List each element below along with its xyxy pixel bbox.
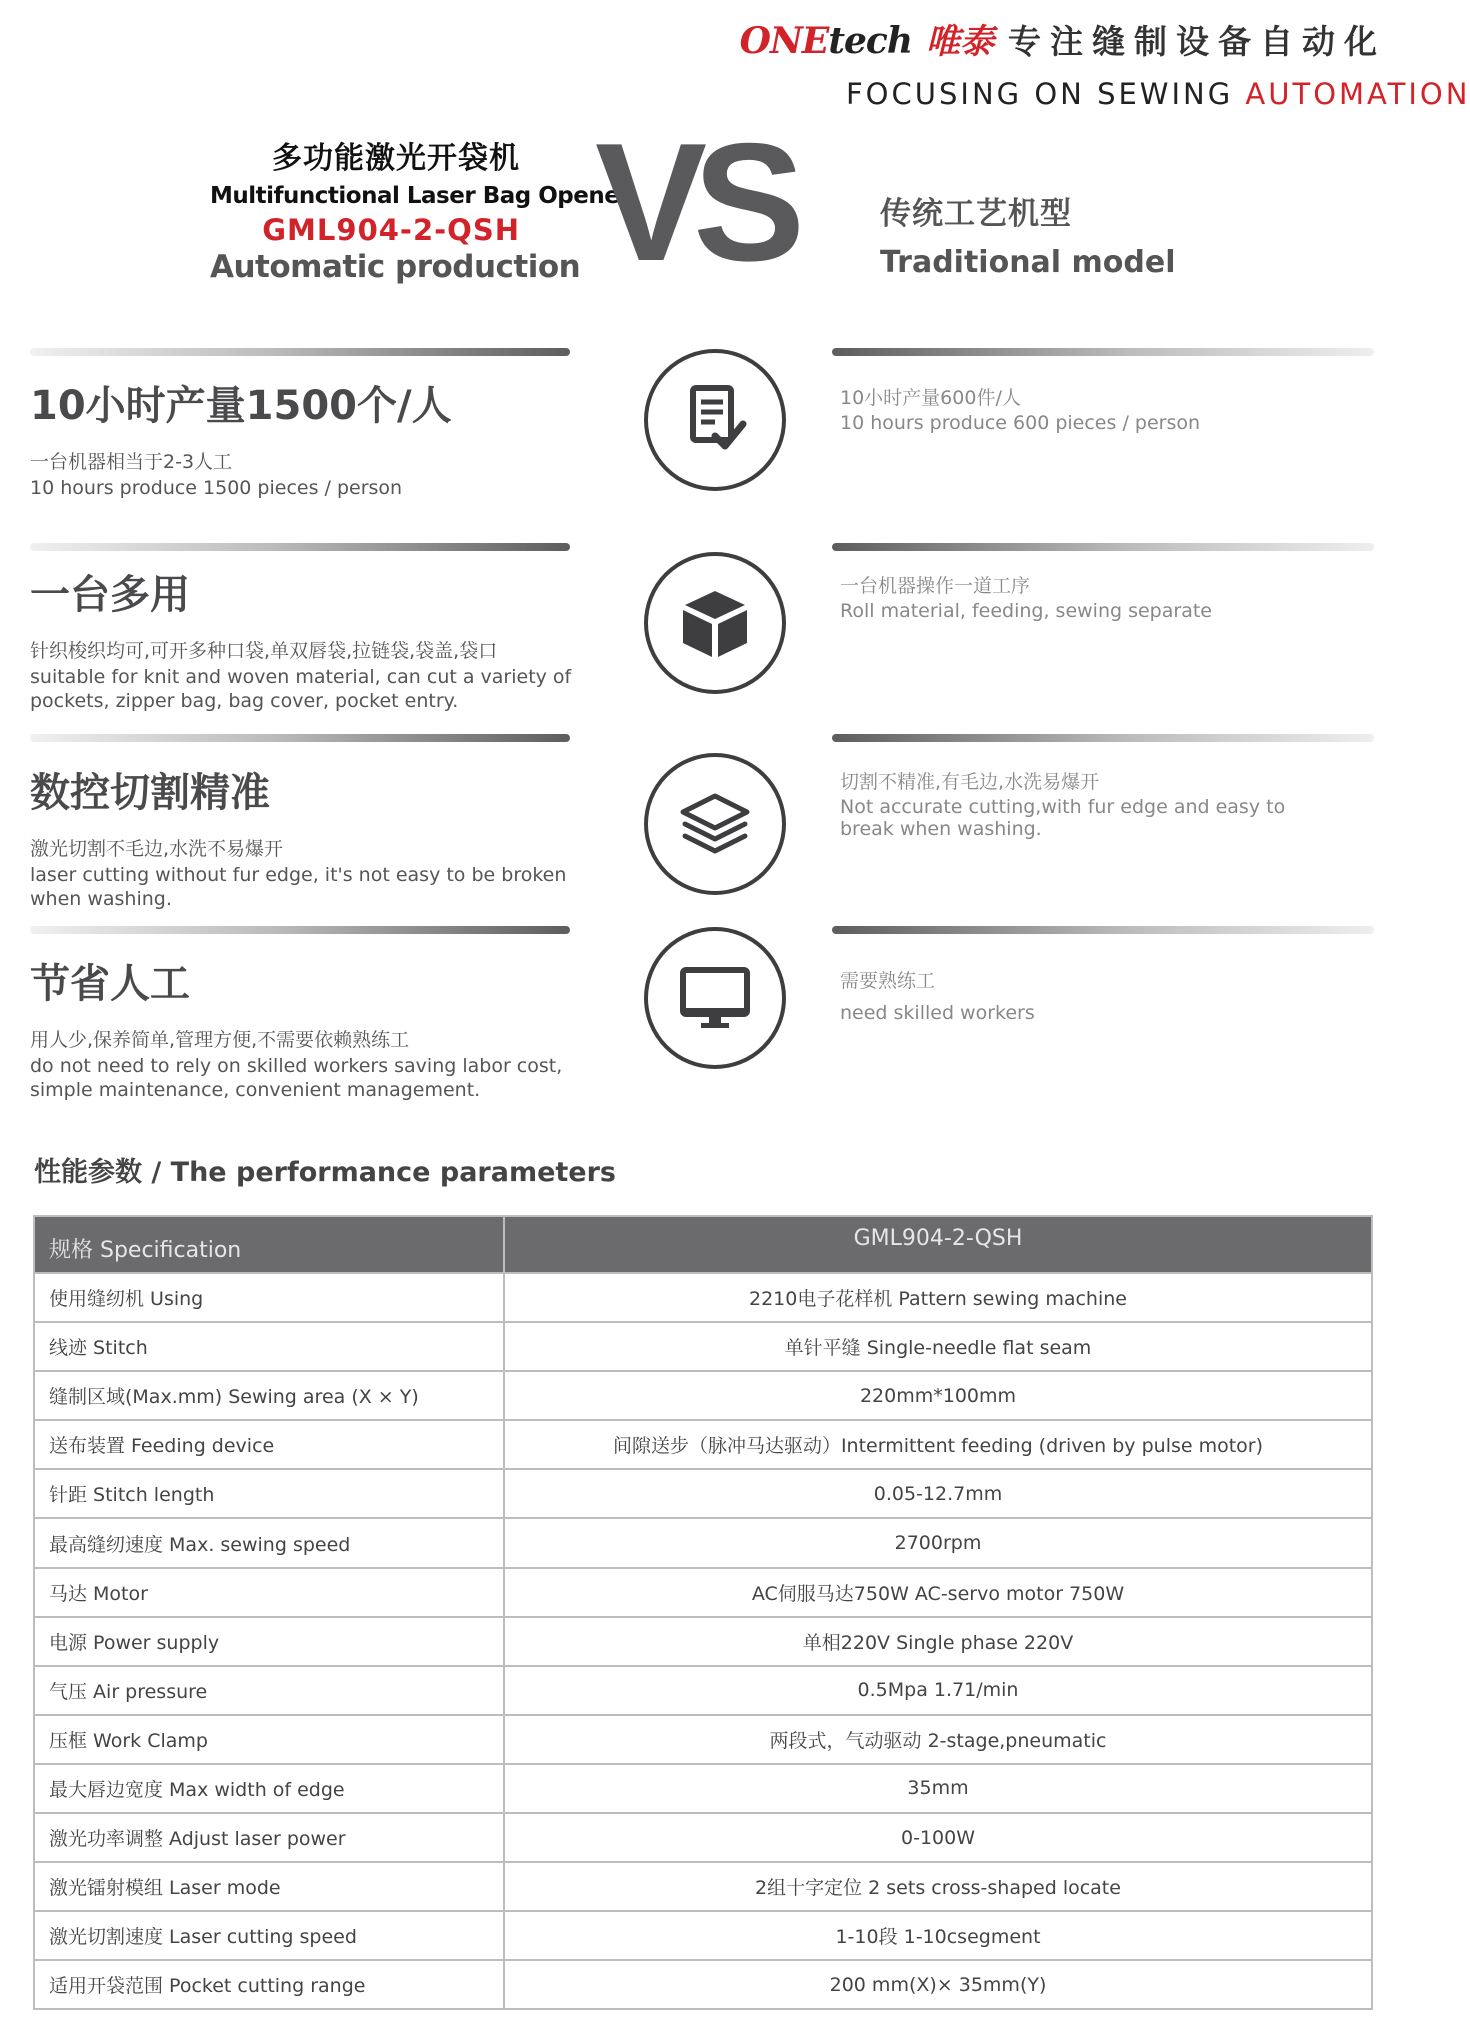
feature-desc-cn: 用人少,保养简单,管理方便,不需要依赖熟练工: [30, 1029, 410, 1051]
feature-output: [30, 374, 590, 500]
cube-icon: [644, 552, 786, 694]
brand-slogan-cn: 专注缝制设备自动化: [1008, 22, 1386, 61]
traditional-desc-en: 10 hours produce 600 pieces / person: [840, 412, 1201, 434]
brand-logo-tech: tech: [828, 20, 912, 62]
feature-title: 10小时产量1500个/人: [30, 383, 452, 429]
traditional-desc-en: Not accurate cutting,with fur edge and easy to break when washing.: [840, 796, 1286, 840]
spec-label: 最大唇边宽度 Max width of edge: [34, 1764, 504, 1813]
feature-desc-en: 10 hours produce 1500 pieces / person: [30, 477, 403, 499]
divider-right: [832, 543, 1374, 551]
product-mode: Automatic production: [210, 249, 581, 285]
spec-label: 适用开袋范围 Pocket cutting range: [34, 1960, 504, 2009]
product-title-block: [210, 133, 631, 285]
spec-label: 激光功率调整 Adjust laser power: [34, 1813, 504, 1862]
table-row: [34, 1322, 1372, 1371]
feature-title: 节省人工: [30, 961, 190, 1007]
spec-value: 2700rpm: [504, 1518, 1372, 1567]
table-row: [34, 1371, 1372, 1420]
traditional-desc-cn: 切割不精准,有毛边,水洗易爆开: [840, 771, 1100, 793]
spec-label: 使用缝纫机 Using: [34, 1273, 504, 1322]
spec-value: 间隙送步（脉冲马达驱动）Intermittent feeding (driven by pulse motor): [504, 1420, 1372, 1469]
divider-left: [30, 543, 570, 551]
spec-label: 马达 Motor: [34, 1568, 504, 1617]
feature-title: 数控切割精准: [30, 770, 270, 816]
feature-title: 一台多用: [30, 572, 190, 618]
feature-desc-cn: 一台机器相当于2-3人工: [30, 451, 233, 473]
feature-desc-cn: 激光切割不毛边,水洗不易爆开: [30, 838, 284, 860]
divider-left: [30, 734, 570, 742]
traditional-desc-cn: 需要熟练工: [840, 970, 936, 992]
feature-desc-en: suitable for knit and woven material, can cut a variety of pockets, zipper bag, bag cover, pocket entry.: [30, 666, 572, 712]
spec-label: 气压 Air pressure: [34, 1666, 504, 1715]
traditional-output: [840, 383, 1320, 434]
spec-value: 2组十字定位 2 sets cross-shaped locate: [504, 1862, 1372, 1911]
feature-desc-cn: 针织梭织均可,可开多种口袋,单双唇袋,拉链袋,袋盖,袋口: [30, 640, 498, 662]
brand-logo: [740, 20, 912, 62]
spec-label: 激光切割速度 Laser cutting speed: [34, 1911, 504, 1960]
spec-label: 激光镭射模组 Laser mode: [34, 1862, 504, 1911]
table-row: [34, 1666, 1372, 1715]
brand-line: [739, 14, 1386, 63]
table-row: [34, 1568, 1372, 1617]
divider-right: [832, 348, 1374, 356]
spec-value: 单相220V Single phase 220V: [504, 1617, 1372, 1666]
spec-value: 两段式，气动驱动 2-stage,pneumatic: [504, 1715, 1372, 1764]
traditional-title-block: [880, 188, 1280, 280]
spec-value: 单针平缝 Single-needle flat seam: [504, 1322, 1372, 1371]
table-row: [34, 1960, 1372, 2009]
document-check-icon: [644, 349, 786, 491]
feature-precision: [30, 761, 590, 911]
traditional-multiuse: [840, 571, 1320, 622]
table-row: [34, 1813, 1372, 1862]
spec-value: 0-100W: [504, 1813, 1372, 1862]
table-row: [34, 1273, 1372, 1322]
spec-label: 针距 Stitch length: [34, 1469, 504, 1518]
table-row: [34, 1518, 1372, 1567]
traditional-desc-en: Roll material, feeding, sewing separate: [840, 600, 1212, 622]
brand-logo-one: ONE: [739, 20, 829, 62]
traditional-desc-cn: 10小时产量600件/人: [840, 387, 1021, 409]
spec-value: 220mm*100mm: [504, 1371, 1372, 1420]
spec-col-label: 规格 Specification: [34, 1216, 504, 1273]
brand-name-cn: 唯泰: [926, 22, 994, 62]
brand-slogan-en-a: FOCUSING ON SEWING: [846, 77, 1246, 111]
spec-label: 线迹 Stitch: [34, 1322, 504, 1371]
divider-right: [832, 926, 1374, 934]
table-row: [34, 1420, 1372, 1469]
traditional-title-en: Traditional model: [880, 245, 1176, 280]
spec-value: 0.5Mpa 1.71/min: [504, 1666, 1372, 1715]
divider-left: [30, 926, 570, 934]
brand-header: [739, 14, 1470, 111]
traditional-precision: [840, 767, 1320, 840]
divider-left: [30, 348, 570, 356]
layers-icon: [644, 753, 786, 895]
brand-slogan-en-b: AUTOMATION: [1245, 77, 1470, 111]
traditional-labor: [840, 966, 1320, 1024]
spec-value: 0.05-12.7mm: [504, 1469, 1372, 1518]
product-model: GML904-2-QSH: [262, 213, 520, 247]
spec-value: 2210电子花样机 Pattern sewing machine: [504, 1273, 1372, 1322]
feature-multiuse: [30, 563, 590, 713]
table-row: [34, 1469, 1372, 1518]
spec-header-row: [34, 1216, 1372, 1273]
divider-right: [832, 734, 1374, 742]
spec-label: 缝制区域(Max.mm) Sewing area (X × Y): [34, 1371, 504, 1420]
spec-col-model: GML904-2-QSH: [504, 1216, 1372, 1273]
product-title-en: Multifunctional Laser Bag Opener: [210, 183, 631, 209]
product-title-cn: 多功能激光开袋机: [272, 141, 520, 176]
spec-label: 最高缝纫速度 Max. sewing speed: [34, 1518, 504, 1567]
spec-heading: 性能参数 / The performance parameters: [34, 1157, 617, 1188]
brand-slogan-en: [846, 77, 1470, 111]
traditional-title-cn: 传统工艺机型: [880, 196, 1072, 232]
spec-value: 35mm: [504, 1764, 1372, 1813]
vs-label: VS: [595, 108, 792, 296]
monitor-icon: [644, 927, 786, 1069]
table-row: [34, 1911, 1372, 1960]
feature-desc-en: laser cutting without fur edge, it's not easy to be broken when washing.: [30, 864, 567, 910]
table-row: [34, 1764, 1372, 1813]
spec-value: 1-10段 1-10csegment: [504, 1911, 1372, 1960]
traditional-desc-en: need skilled workers: [840, 1002, 1035, 1024]
spec-value: AC伺服马达750W AC-servo motor 750W: [504, 1568, 1372, 1617]
feature-labor: [30, 952, 590, 1102]
table-row: [34, 1715, 1372, 1764]
table-row: [34, 1617, 1372, 1666]
traditional-desc-cn: 一台机器操作一道工序: [840, 575, 1031, 597]
feature-desc-en: do not need to rely on skilled workers saving labor cost, simple maintenance, convenient management.: [30, 1055, 563, 1101]
spec-table: [33, 1215, 1373, 2010]
spec-value: 200 mm(X)× 35mm(Y): [504, 1960, 1372, 2009]
spec-label: 送布装置 Feeding device: [34, 1420, 504, 1469]
spec-label: 压框 Work Clamp: [34, 1715, 504, 1764]
table-row: [34, 1862, 1372, 1911]
spec-label: 电源 Power supply: [34, 1617, 504, 1666]
